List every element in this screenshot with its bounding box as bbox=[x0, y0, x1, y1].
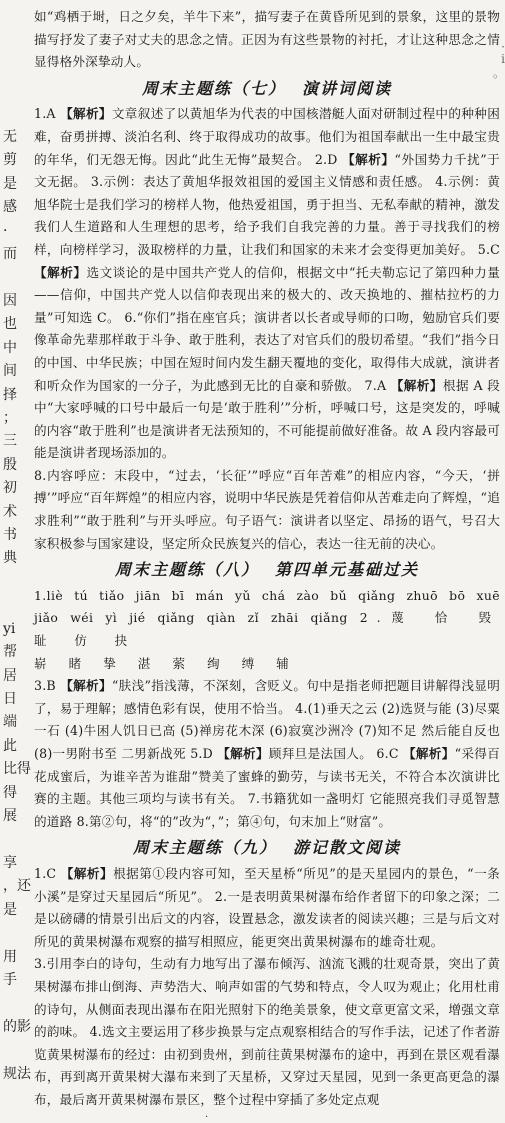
section-subtitle: 演讲词阅读 bbox=[302, 78, 393, 98]
section-heading-7 bbox=[34, 78, 500, 101]
bleed-char: 典 bbox=[3, 550, 17, 567]
analysis-tag: 【解析】 bbox=[390, 377, 443, 393]
bleed-char: 的影 bbox=[3, 1018, 31, 1035]
pinyin-answer-line bbox=[34, 585, 500, 653]
bleed-char: 三 bbox=[3, 433, 17, 450]
left-page-bleed bbox=[0, 0, 31, 1121]
section-title: 周末主题练（七） bbox=[141, 78, 286, 98]
analysis-tag: 【解析】 bbox=[342, 151, 395, 167]
bleed-char: 剪 bbox=[3, 152, 17, 169]
section-subtitle: 游记散文阅读 bbox=[293, 838, 402, 858]
bleed-char: 术 bbox=[3, 503, 17, 520]
bleed-char: 择 bbox=[3, 386, 17, 403]
bleed-char: 端 bbox=[3, 714, 17, 731]
bleed-char: 书 bbox=[3, 527, 17, 544]
bleed-char: 居 bbox=[3, 667, 17, 684]
bleed-char: 也 bbox=[3, 316, 17, 333]
answer-paragraph: 8.内容呼应：末段中，“过去，‘长征’”呼应“百年苦难”的相应内容，“今天，‘拼搏’”呼应“百年辉煌”的相应内容，说明中华民族是凭着信仰从苦难走向了辉煌，“追求胜利”“敢于胜利”与开头呼应。句子语气：演讲者以坚定、昂扬的语气，号召大家积极参与国家建设，坚定所众民族复兴的信心，表达一往无前的决心。 bbox=[34, 467, 500, 551]
bleed-char: 初 bbox=[3, 480, 17, 497]
bleed-char: · bbox=[501, 40, 505, 54]
bleed-char: 得 bbox=[3, 784, 17, 801]
bleed-char: · bbox=[3, 222, 8, 239]
intro-paragraph: 如“鸡栖于埘，日之夕矣，羊牛下来”，描写妻子在黄昏所见到的景象，这里的景物描写抒发了妻子对丈夫的思念之情。正因为有这些景物的衬托，才让这种思念之情显得格外深挚动人。 bbox=[34, 9, 500, 70]
section-title: 周末主题练（九） bbox=[132, 838, 277, 858]
section-subtitle: 第四单元基础过关 bbox=[275, 560, 420, 580]
section-heading-9 bbox=[34, 837, 500, 860]
footer-mark: · bbox=[205, 1112, 209, 1123]
bleed-char: 帮 bbox=[3, 644, 17, 661]
analysis-tag: 【解析】 bbox=[60, 865, 114, 881]
bleed-char: 无 bbox=[3, 129, 17, 145]
answer-paragraph: 3.引用李白的诗句，生动有力地写出了瀑布倾泻、汹流飞溅的壮观奇景，突出了黄果树瀑布排山倒海、声势浩大、响声如雷的气势和特点，令人叹为观止；化用杜甫的诗句，从侧面表现出瀑布在阳光照射下的绝美景象，使文章更富文采，增强文章的韵味。 4.选文主要运用了移步换景与定点观察相结合的写作手法，记述了作者游览黄果树瀑布的经过：由初到贵州，到前往黄果树瀑布的途中，再到在景区观看瀑布，再到离开黄果树大瀑布来到了天星桥，又穿过天星园，见到一条更高更急的瀑布，最后离开黄果树瀑布景区，整个过程中穿插了多处定点观 bbox=[34, 956, 500, 1107]
bleed-char: 规法 bbox=[3, 1065, 31, 1082]
bleed-char: 展 bbox=[3, 808, 17, 825]
bleed-char: 享 bbox=[3, 854, 17, 871]
bleed-char: 用 bbox=[3, 948, 17, 965]
section-heading-8 bbox=[34, 559, 500, 582]
analysis-tag: 【解析】 bbox=[60, 106, 112, 122]
bleed-char: 而 bbox=[3, 246, 17, 263]
hanzi-answers: 2.蔑 恰 毁 耻 仿 抉 bbox=[34, 610, 500, 649]
hanzi-answer-line: 崭 睹 挚 湛 萦 绚 缚 辅 bbox=[34, 655, 298, 671]
bleed-char: 比得 bbox=[3, 761, 31, 778]
bleed-char: 手 bbox=[3, 971, 17, 988]
bleed-char: 是 bbox=[3, 901, 17, 918]
bleed-char: i bbox=[501, 52, 505, 66]
bleed-char: ，还 bbox=[3, 878, 31, 895]
answer-paragraph: 1.C 【解析】根据第①段内容可知，至天星桥“所见”的是天星园内的景色，“一条小溪”是穿过天星园后“所见”。 2.一是表明黄果树瀑布给作者留下的印象之深；二是以磅礴的情景引出后文的内容，设置悬念，激发读者的阅读兴趣；三是与后文对所见的黄果树瀑布观察的描写相照应，能更突出黄果树瀑布的雄奇壮观。 bbox=[34, 865, 500, 949]
analysis-tag: 【解析】 bbox=[403, 746, 455, 761]
bleed-char: 感 bbox=[3, 199, 17, 216]
bleed-char: yi bbox=[3, 620, 16, 637]
analysis-tag: 【解析】 bbox=[217, 746, 269, 761]
bleed-char: 殷 bbox=[3, 456, 17, 473]
bleed-char: 日 bbox=[3, 690, 17, 707]
answer-text-column bbox=[34, 6, 500, 1112]
bleed-char: ； bbox=[3, 409, 17, 426]
bleed-char: 此 bbox=[3, 737, 17, 754]
section-title: 周末主题练（八） bbox=[114, 560, 259, 580]
answer-paragraph: 3.B 【解析】“肤浅”指浅薄，不深刻，含贬义。句中是指老师把题目讲解得浅显明了，易于理解；感情色彩有误，使用不恰当。 4.(1)垂天之云 (2)选贤与能 (3)尽粟一石 (4)牛困人饥日已高 (5)禅房花木深 (6)寂寞沙洲冷 (7)知不足 然后能自反也 (8)一男附书至 二男新战死 5.D 【解析】顾拜旦是法国人。 6.C 【解析】“采得百花成蜜后，为谁辛苦为谁甜”赞美了蜜蜂的勤劳，与读书无关，不符合本次演讲比赛的主题。其他三项均与读书有关。 7.书籍犹如一盏明灯 它能照亮我们寻觅智慧的道路 8.第②句，将“的”改为“，”；第④句，句末加上“财富”。 bbox=[34, 678, 500, 829]
analysis-tag: 【解析】 bbox=[34, 264, 87, 280]
bleed-char: 间 bbox=[3, 363, 17, 380]
bleed-char: 中 bbox=[3, 339, 17, 356]
bleed-char: 是 bbox=[3, 175, 17, 192]
bleed-char: 因 bbox=[3, 292, 17, 309]
bleed-char: 。 bbox=[492, 66, 505, 80]
answer-paragraph: 1.A 【解析】文章叙述了以黄旭华为代表的中国核潜艇人面对研制过程中的种种困难，奋勇拼搏、淡泊名利、终于取得成功的故事。他们为祖国奉献出一生中最宝贵的年华，们无怨无悔。因此“此生无悔”最契合。 2.D 【解析】“外国势力千扰”于文无据。 3.示例：表达了黄旭华报效祖国的爱国主义情感和责任感。 4.示例：黄旭华院士是我们学习的榜样人物，他热爱祖国，勇于担当、无私奉献的精神，激发我们人生道路和人生理想的思考，给予我们自我完善的力量。善于寻找我们的榜样，向榜样学习，汲取榜样的力量，让我们和国家的未来才会变得更加美好。 5.C 【解析】选文谈论的是中国共产党人的信仰，根据文中“托夫勒忘记了第四种力量——信仰，中国共产党人以信仰表现出来的极大的、改天换地的、摧枯拉朽的力量”可知选 C。 6.“你们”指在座官兵；演讲者以长者或导师的口吻，勉励官兵们要像革命先辈那样敢于斗争、敢于胜利，表达了对官兵们的殷切希望。“我们”指今日的中国、中华民族；中国在短时间内发生翻天覆地的变化，取得伟大成就，演讲者和听众作为国家的一分子，为此感到无比的自豪和骄傲。 7.A 【解析】根据 A 段中“大家呼喊的口号中最后一句是‘敢于胜利’”分析，呼喊口号，这是突发的，呼喊的内容“敢于胜利”也是演讲者无法预知的，不可能提前做好准备。故 A 段内容最可能是演讲者现场添加的。 bbox=[34, 106, 501, 461]
analysis-tag: 【解析】 bbox=[60, 678, 112, 694]
pinyin-answers: 1.liè tú tiǎo jiān bī mán yǔ chá zào bǔ qiǎng zhuō bō xuē jiǎo wéi yì jié qiǎng qiàn zǐ zhāi qiǎng bbox=[34, 587, 500, 626]
